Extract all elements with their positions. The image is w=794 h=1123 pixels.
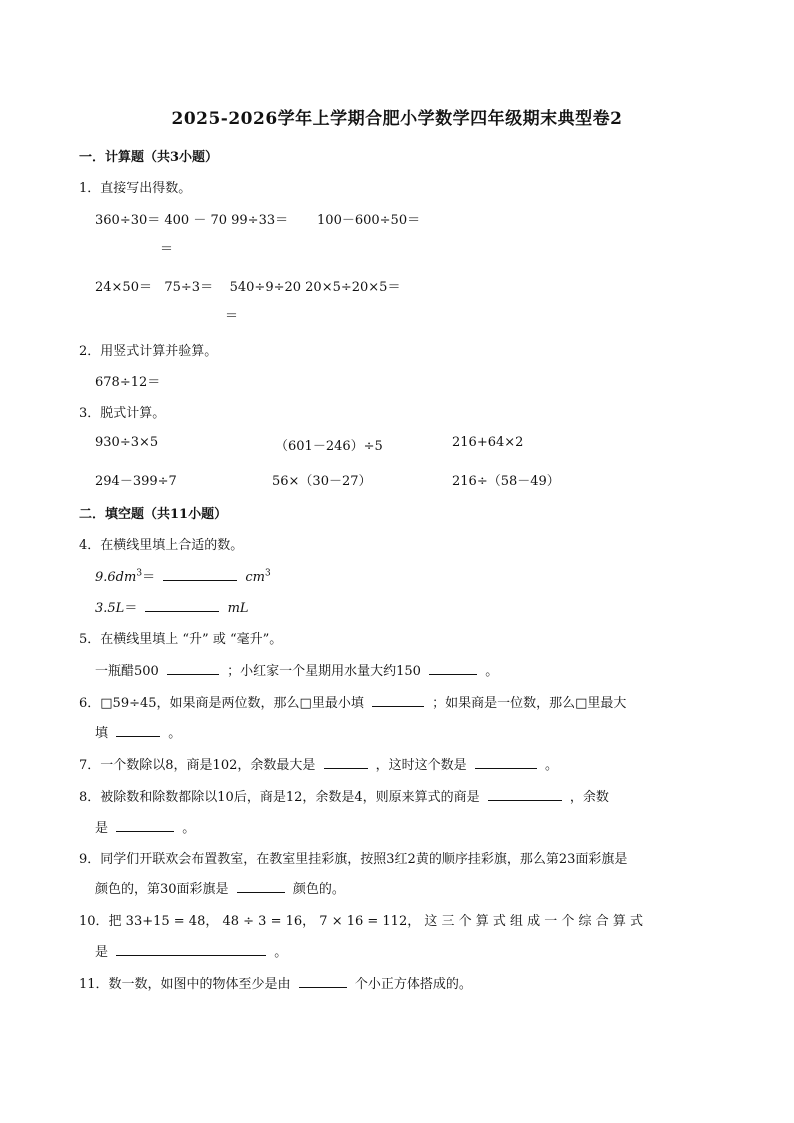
question-2-expression: 678÷12＝	[95, 375, 161, 390]
question-8-text: ，余数	[569, 790, 609, 805]
question-5-body	[95, 660, 498, 679]
question-6-line-2	[95, 722, 181, 741]
question-7-text: 7．一个数除以8，商是102，余数最大是	[79, 758, 316, 773]
unit-ml: mL	[227, 601, 249, 616]
answer-blank[interactable]	[324, 756, 368, 769]
answer-blank[interactable]	[167, 662, 219, 675]
section-heading-calculation: 一．计算题（共3小题）	[79, 150, 219, 165]
equals-sign: ＝	[124, 601, 138, 616]
question-1-row-1-equals: ＝	[160, 242, 174, 257]
question-5-stem: 5．在横线里填上 “升” 或 “毫升”。	[79, 632, 283, 647]
question-11-text: 个小正方体搭成的。	[354, 977, 472, 992]
answer-blank[interactable]	[116, 819, 174, 832]
question-1-row-2: 24×50＝ 75÷3＝ 540÷9÷20 20×5÷20×5＝	[95, 280, 401, 295]
question-1-row-1: 360÷30＝ 400 － 70 99÷33＝ 100－600÷50＝	[95, 213, 421, 228]
question-6-text: 6．□59÷45，如果商是两位数，那么□里最小填	[79, 696, 364, 711]
question-8-text: 是	[95, 821, 109, 836]
question-3-item: 930÷3×5	[95, 435, 159, 450]
answer-blank[interactable]	[237, 880, 285, 893]
question-6-line-1	[79, 692, 626, 711]
question-5-part-1: 一瓶醋500	[95, 664, 159, 679]
question-10-line-1: 10．把 33+15 = 48， 48 ÷ 3 = 16， 7 × 16 = 112， 这 三 个 算 式 组 成 一 个 综 合 算 式	[79, 914, 643, 929]
question-6-text: ；如果商是一位数，那么□里最大	[432, 696, 627, 711]
question-6-text: 填	[95, 726, 109, 741]
question-8-text: 8．被除数和除数都除以10后，商是12，余数是4，则原来算式的商是	[79, 790, 480, 805]
question-3-item: 216+64×2	[452, 435, 524, 450]
question-4-line-1	[95, 566, 271, 585]
question-4-line-2	[95, 597, 249, 616]
answer-blank[interactable]	[145, 599, 219, 612]
question-9-text: 颜色的，第30面彩旗是	[95, 882, 229, 897]
question-5-part-2: ；小红家一个星期用水量大约150	[227, 664, 421, 679]
question-3-item: 56×（30－27）	[272, 474, 372, 489]
question-10-text: 是	[95, 945, 109, 960]
question-9-line-1: 9．同学们开联欢会布置教室，在教室里挂彩旗，按照3红2黄的顺序挂彩旗，那么第23面彩旗是	[79, 852, 628, 867]
volume-liters: 3.5L	[95, 601, 125, 616]
question-5-part-3: 。	[485, 664, 499, 679]
question-6-text: 。	[168, 726, 182, 741]
question-8-text: 。	[182, 821, 196, 836]
question-3-stem: 3．脱式计算。	[79, 406, 166, 421]
question-7-text: ，这时这个数是	[375, 758, 467, 773]
page-title: 2025-2026学年上学期合肥小学数学四年级期末典型卷2	[171, 109, 623, 129]
question-2-stem: 2．用竖式计算并验算。	[79, 344, 218, 359]
question-4-stem: 4．在横线里填上合适的数。	[79, 538, 244, 553]
answer-blank[interactable]	[429, 662, 477, 675]
answer-blank[interactable]	[299, 975, 347, 988]
question-8-line-2	[95, 817, 195, 836]
answer-blank[interactable]	[163, 568, 237, 581]
answer-blank[interactable]	[475, 756, 537, 769]
volume-dm3: 9.6dm	[95, 570, 137, 585]
question-9-line-2	[95, 878, 345, 897]
equals-sign: ＝	[142, 570, 156, 585]
answer-blank[interactable]	[372, 694, 424, 707]
answer-blank[interactable]	[488, 788, 562, 801]
question-9-text: 颜色的。	[292, 882, 345, 897]
question-1-stem: 1．直接写出得数。	[79, 181, 192, 196]
question-7	[79, 754, 558, 773]
exponent: 3	[136, 568, 143, 579]
answer-blank[interactable]	[116, 724, 160, 737]
unit-cm3: cm	[245, 570, 265, 585]
question-11-text: 11．数一数，如图中的物体至少是由	[79, 977, 291, 992]
exponent: 3	[264, 568, 271, 579]
question-11	[79, 973, 472, 992]
question-1-row-2-equals: ＝	[225, 309, 239, 324]
answer-blank[interactable]	[116, 943, 266, 956]
question-3-item: 294－399÷7	[95, 474, 177, 489]
section-heading-fill-in: 二．填空题（共11小题）	[79, 507, 228, 522]
question-3-item: （601－246）÷5	[275, 439, 383, 454]
question-3-item: 216÷（58－49）	[452, 474, 560, 489]
question-7-text: 。	[544, 758, 558, 773]
question-8-line-1	[79, 786, 609, 805]
question-10-text: 。	[274, 945, 288, 960]
question-10-line-2	[95, 941, 287, 960]
